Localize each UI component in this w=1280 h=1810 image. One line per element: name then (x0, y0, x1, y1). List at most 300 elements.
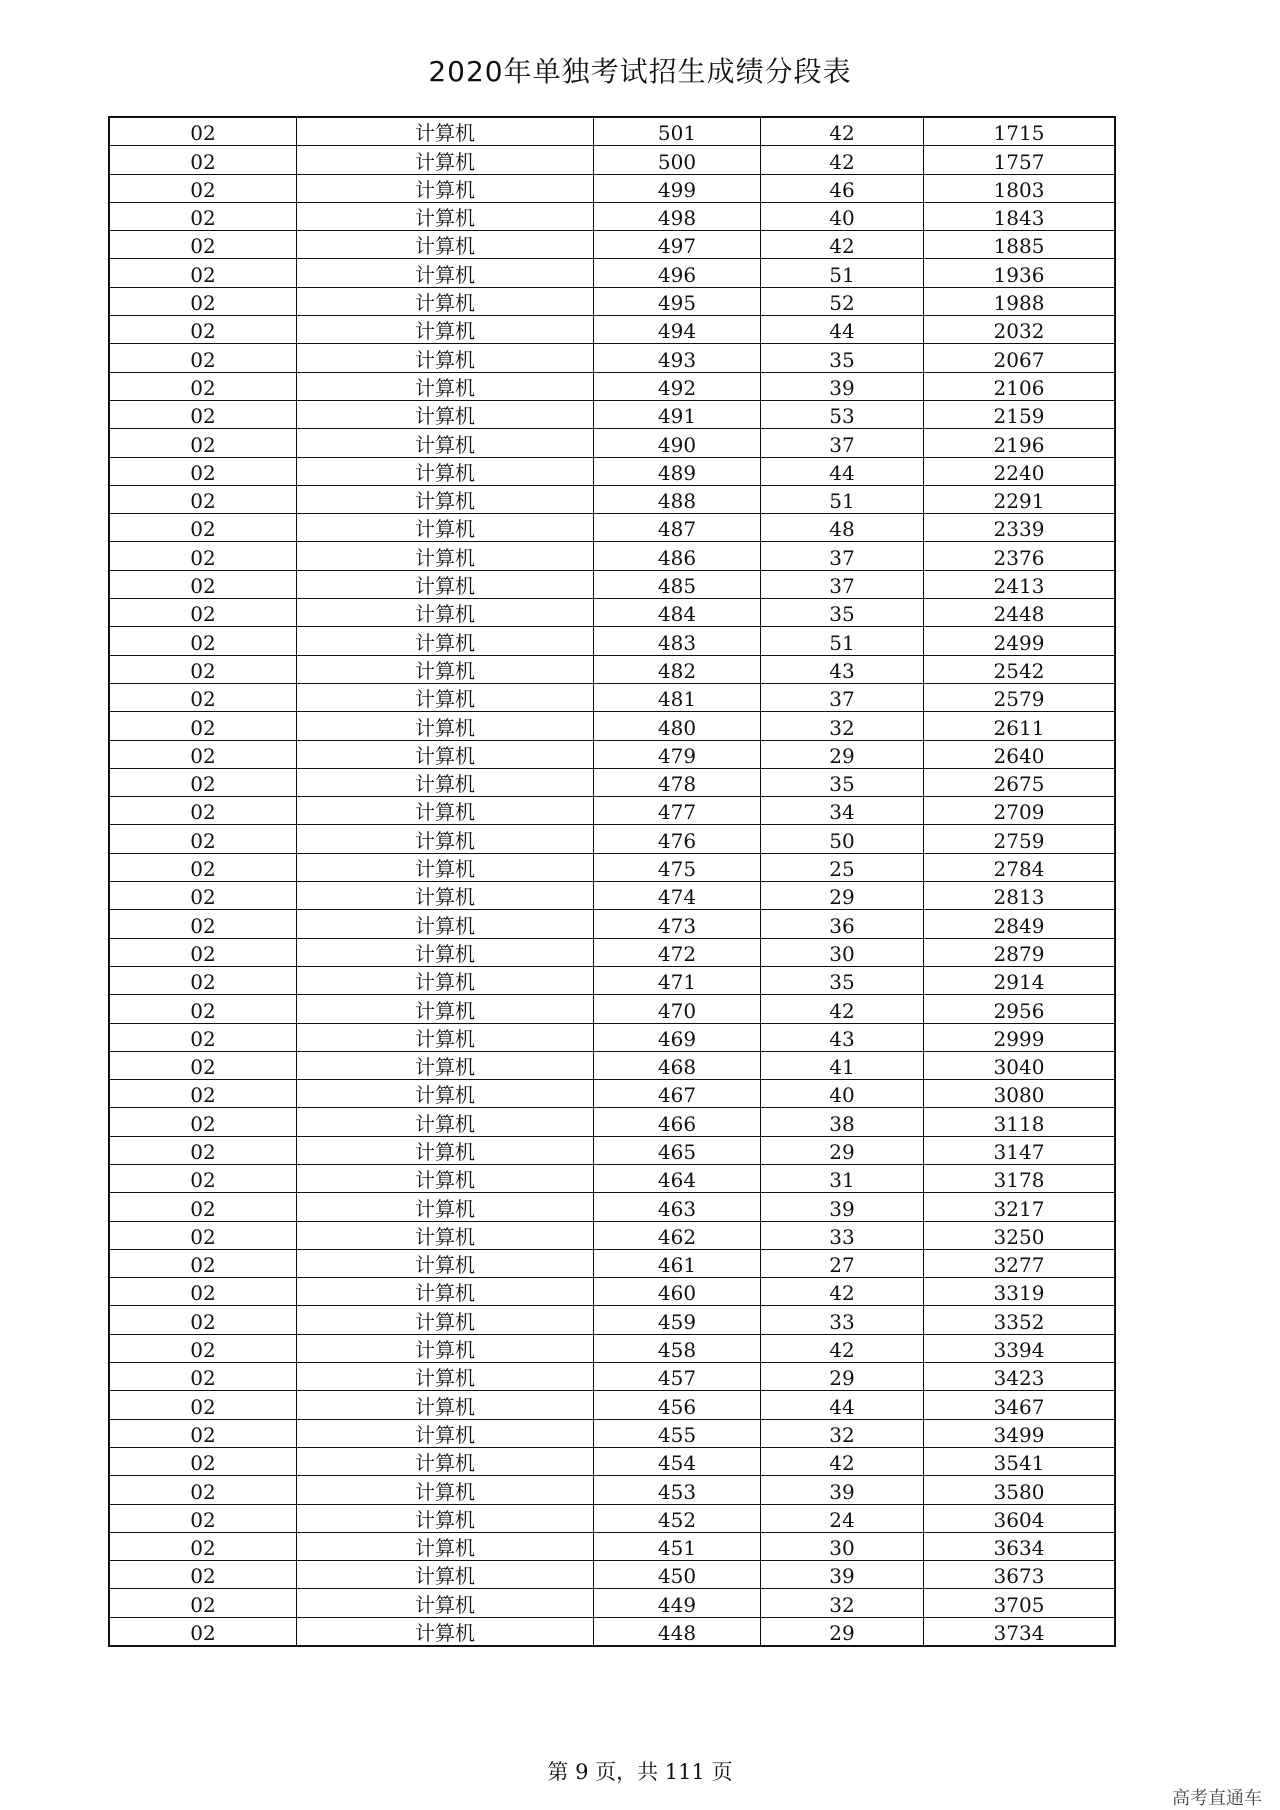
score-cell: 450 (594, 1561, 761, 1589)
score-cell: 456 (594, 1391, 761, 1419)
category-code-cell: 02 (109, 712, 297, 740)
subject-cell: 计算机 (297, 1051, 594, 1079)
table-row (109, 1306, 1115, 1334)
count-cell: 37 (761, 683, 924, 711)
category-code-cell: 02 (109, 1249, 297, 1277)
count-cell: 42 (761, 1447, 924, 1475)
subject-cell: 计算机 (297, 599, 594, 627)
cumulative-cell: 3250 (924, 1221, 1116, 1249)
category-code-cell: 02 (109, 938, 297, 966)
score-cell: 494 (594, 316, 761, 344)
score-cell: 499 (594, 174, 761, 202)
table-row (109, 1136, 1115, 1164)
cumulative-cell: 3467 (924, 1391, 1116, 1419)
score-cell: 462 (594, 1221, 761, 1249)
score-cell: 479 (594, 740, 761, 768)
cumulative-cell: 2499 (924, 627, 1116, 655)
category-code-cell: 02 (109, 1193, 297, 1221)
score-cell: 482 (594, 655, 761, 683)
count-cell: 25 (761, 853, 924, 881)
score-cell: 476 (594, 825, 761, 853)
page-footer: 第 9 页，共 111 页 (547, 1760, 733, 1784)
score-cell: 488 (594, 485, 761, 513)
score-cell: 491 (594, 400, 761, 428)
category-code-cell: 02 (109, 853, 297, 881)
score-cell: 455 (594, 1419, 761, 1447)
score-cell: 474 (594, 882, 761, 910)
subject-cell: 计算机 (297, 966, 594, 994)
table-row (109, 910, 1115, 938)
score-cell: 478 (594, 768, 761, 796)
count-cell: 44 (761, 316, 924, 344)
table-row (109, 1617, 1115, 1646)
cumulative-cell: 3673 (924, 1561, 1116, 1589)
count-cell: 37 (761, 429, 924, 457)
score-cell: 465 (594, 1136, 761, 1164)
table-row (109, 316, 1115, 344)
count-cell: 31 (761, 1164, 924, 1192)
category-code-cell: 02 (109, 457, 297, 485)
count-cell: 42 (761, 1334, 924, 1362)
table-row (109, 1476, 1115, 1504)
table-row (109, 231, 1115, 259)
category-code-cell: 02 (109, 995, 297, 1023)
table-row (109, 683, 1115, 711)
count-cell: 51 (761, 627, 924, 655)
category-code-cell: 02 (109, 1504, 297, 1532)
page-title: 2020年单独考试招生成绩分段表 (428, 55, 852, 88)
category-code-cell: 02 (109, 882, 297, 910)
count-cell: 42 (761, 1278, 924, 1306)
subject-cell: 计算机 (297, 316, 594, 344)
table-row (109, 599, 1115, 627)
score-cell: 498 (594, 202, 761, 230)
cumulative-cell: 2784 (924, 853, 1116, 881)
cumulative-cell: 2709 (924, 797, 1116, 825)
count-cell: 50 (761, 825, 924, 853)
table-row (109, 627, 1115, 655)
category-code-cell: 02 (109, 1532, 297, 1560)
category-code-cell: 02 (109, 146, 297, 174)
cumulative-cell: 2067 (924, 344, 1116, 372)
table-row (109, 542, 1115, 570)
count-cell: 35 (761, 344, 924, 372)
watermark: 高考直通车 (1172, 1788, 1262, 1809)
cumulative-cell: 3423 (924, 1363, 1116, 1391)
score-cell: 483 (594, 627, 761, 655)
score-cell: 464 (594, 1164, 761, 1192)
subject-cell: 计算机 (297, 1221, 594, 1249)
table-row (109, 344, 1115, 372)
subject-cell: 计算机 (297, 231, 594, 259)
category-code-cell: 02 (109, 117, 297, 146)
cumulative-cell: 2542 (924, 655, 1116, 683)
subject-cell: 计算机 (297, 202, 594, 230)
table-row (109, 1080, 1115, 1108)
category-code-cell: 02 (109, 1306, 297, 1334)
cumulative-cell: 2240 (924, 457, 1116, 485)
table-row (109, 966, 1115, 994)
count-cell: 29 (761, 1136, 924, 1164)
score-cell: 466 (594, 1108, 761, 1136)
category-code-cell: 02 (109, 797, 297, 825)
category-code-cell: 02 (109, 966, 297, 994)
table-row (109, 1051, 1115, 1079)
score-cell: 496 (594, 259, 761, 287)
subject-cell: 计算机 (297, 1136, 594, 1164)
table-row (109, 1447, 1115, 1475)
count-cell: 33 (761, 1306, 924, 1334)
table-row (109, 400, 1115, 428)
count-cell: 48 (761, 514, 924, 542)
subject-cell: 计算机 (297, 1532, 594, 1560)
table-row (109, 1108, 1115, 1136)
score-distribution-table (108, 116, 1116, 1647)
subject-cell: 计算机 (297, 910, 594, 938)
table-row (109, 570, 1115, 598)
cumulative-cell: 2956 (924, 995, 1116, 1023)
cumulative-cell: 3277 (924, 1249, 1116, 1277)
count-cell: 33 (761, 1221, 924, 1249)
table-row (109, 514, 1115, 542)
category-code-cell: 02 (109, 372, 297, 400)
subject-cell: 计算机 (297, 146, 594, 174)
table-row (109, 882, 1115, 910)
subject-cell: 计算机 (297, 1476, 594, 1504)
score-cell: 497 (594, 231, 761, 259)
score-cell: 487 (594, 514, 761, 542)
score-cell: 470 (594, 995, 761, 1023)
subject-cell: 计算机 (297, 882, 594, 910)
count-cell: 29 (761, 1617, 924, 1646)
category-code-cell: 02 (109, 1391, 297, 1419)
table-row (109, 712, 1115, 740)
cumulative-cell: 3217 (924, 1193, 1116, 1221)
category-code-cell: 02 (109, 1363, 297, 1391)
category-code-cell: 02 (109, 1108, 297, 1136)
category-code-cell: 02 (109, 627, 297, 655)
subject-cell: 计算机 (297, 1249, 594, 1277)
cumulative-cell: 2159 (924, 400, 1116, 428)
category-code-cell: 02 (109, 259, 297, 287)
table-row (109, 457, 1115, 485)
table-row (109, 1023, 1115, 1051)
subject-cell: 计算机 (297, 1447, 594, 1475)
count-cell: 42 (761, 146, 924, 174)
cumulative-cell: 2759 (924, 825, 1116, 853)
score-cell: 452 (594, 1504, 761, 1532)
category-code-cell: 02 (109, 910, 297, 938)
subject-cell: 计算机 (297, 995, 594, 1023)
score-cell: 492 (594, 372, 761, 400)
score-cell: 469 (594, 1023, 761, 1051)
score-cell: 471 (594, 966, 761, 994)
score-cell: 461 (594, 1249, 761, 1277)
cumulative-cell: 2879 (924, 938, 1116, 966)
cumulative-cell: 2675 (924, 768, 1116, 796)
score-cell: 467 (594, 1080, 761, 1108)
cumulative-cell: 3319 (924, 1278, 1116, 1306)
score-cell: 481 (594, 683, 761, 711)
table-row (109, 1391, 1115, 1419)
category-code-cell: 02 (109, 231, 297, 259)
subject-cell: 计算机 (297, 1080, 594, 1108)
score-cell: 448 (594, 1617, 761, 1646)
table-row (109, 938, 1115, 966)
count-cell: 35 (761, 768, 924, 796)
subject-cell: 计算机 (297, 797, 594, 825)
subject-cell: 计算机 (297, 1306, 594, 1334)
count-cell: 30 (761, 938, 924, 966)
table-row (109, 287, 1115, 315)
count-cell: 46 (761, 174, 924, 202)
score-cell: 454 (594, 1447, 761, 1475)
category-code-cell: 02 (109, 599, 297, 627)
subject-cell: 计算机 (297, 1334, 594, 1362)
cumulative-cell: 2032 (924, 316, 1116, 344)
subject-cell: 计算机 (297, 1278, 594, 1306)
table-row (109, 1221, 1115, 1249)
table-row (109, 1164, 1115, 1192)
count-cell: 44 (761, 1391, 924, 1419)
subject-cell: 计算机 (297, 1391, 594, 1419)
count-cell: 37 (761, 542, 924, 570)
subject-cell: 计算机 (297, 1023, 594, 1051)
cumulative-cell: 2196 (924, 429, 1116, 457)
subject-cell: 计算机 (297, 1617, 594, 1646)
score-cell: 457 (594, 1363, 761, 1391)
category-code-cell: 02 (109, 344, 297, 372)
table-row (109, 995, 1115, 1023)
score-cell: 449 (594, 1589, 761, 1617)
category-code-cell: 02 (109, 1023, 297, 1051)
count-cell: 43 (761, 655, 924, 683)
count-cell: 32 (761, 712, 924, 740)
count-cell: 30 (761, 1532, 924, 1560)
cumulative-cell: 1843 (924, 202, 1116, 230)
score-cell: 501 (594, 117, 761, 146)
subject-cell: 计算机 (297, 344, 594, 372)
subject-cell: 计算机 (297, 1504, 594, 1532)
cumulative-cell: 2106 (924, 372, 1116, 400)
cumulative-cell: 1757 (924, 146, 1116, 174)
subject-cell: 计算机 (297, 1419, 594, 1447)
category-code-cell: 02 (109, 1617, 297, 1646)
table-row (109, 146, 1115, 174)
cumulative-cell: 2999 (924, 1023, 1116, 1051)
subject-cell: 计算机 (297, 485, 594, 513)
count-cell: 39 (761, 1193, 924, 1221)
count-cell: 36 (761, 910, 924, 938)
cumulative-cell: 2448 (924, 599, 1116, 627)
count-cell: 51 (761, 259, 924, 287)
subject-cell: 计算机 (297, 1363, 594, 1391)
cumulative-cell: 3705 (924, 1589, 1116, 1617)
table-row (109, 825, 1115, 853)
subject-cell: 计算机 (297, 570, 594, 598)
count-cell: 32 (761, 1589, 924, 1617)
subject-cell: 计算机 (297, 1589, 594, 1617)
cumulative-cell: 1715 (924, 117, 1116, 146)
cumulative-cell: 1936 (924, 259, 1116, 287)
count-cell: 42 (761, 231, 924, 259)
score-cell: 473 (594, 910, 761, 938)
subject-cell: 计算机 (297, 1561, 594, 1589)
category-code-cell: 02 (109, 1278, 297, 1306)
cumulative-cell: 3604 (924, 1504, 1116, 1532)
subject-cell: 计算机 (297, 117, 594, 146)
table-row (109, 1532, 1115, 1560)
table-row (109, 372, 1115, 400)
cumulative-cell: 2914 (924, 966, 1116, 994)
cumulative-cell: 2579 (924, 683, 1116, 711)
table-row (109, 1249, 1115, 1277)
subject-cell: 计算机 (297, 457, 594, 485)
cumulative-cell: 2849 (924, 910, 1116, 938)
count-cell: 35 (761, 599, 924, 627)
subject-cell: 计算机 (297, 400, 594, 428)
score-cell: 460 (594, 1278, 761, 1306)
category-code-cell: 02 (109, 400, 297, 428)
count-cell: 42 (761, 117, 924, 146)
cumulative-cell: 3499 (924, 1419, 1116, 1447)
subject-cell: 计算机 (297, 825, 594, 853)
category-code-cell: 02 (109, 1164, 297, 1192)
score-cell: 485 (594, 570, 761, 598)
cumulative-cell: 3634 (924, 1532, 1116, 1560)
subject-cell: 计算机 (297, 627, 594, 655)
category-code-cell: 02 (109, 1080, 297, 1108)
subject-cell: 计算机 (297, 429, 594, 457)
category-code-cell: 02 (109, 825, 297, 853)
category-code-cell: 02 (109, 1589, 297, 1617)
table-row (109, 429, 1115, 457)
category-code-cell: 02 (109, 1419, 297, 1447)
count-cell: 32 (761, 1419, 924, 1447)
table-row (109, 1278, 1115, 1306)
category-code-cell: 02 (109, 1136, 297, 1164)
table-row (109, 1363, 1115, 1391)
count-cell: 52 (761, 287, 924, 315)
table-row (109, 117, 1115, 146)
cumulative-cell: 3352 (924, 1306, 1116, 1334)
category-code-cell: 02 (109, 683, 297, 711)
score-cell: 477 (594, 797, 761, 825)
count-cell: 43 (761, 1023, 924, 1051)
count-cell: 39 (761, 372, 924, 400)
category-code-cell: 02 (109, 768, 297, 796)
table-row (109, 1419, 1115, 1447)
cumulative-cell: 2376 (924, 542, 1116, 570)
score-cell: 484 (594, 599, 761, 627)
table-row (109, 655, 1115, 683)
cumulative-cell: 3178 (924, 1164, 1116, 1192)
cumulative-cell: 1803 (924, 174, 1116, 202)
cumulative-cell: 2291 (924, 485, 1116, 513)
subject-cell: 计算机 (297, 655, 594, 683)
category-code-cell: 02 (109, 740, 297, 768)
count-cell: 35 (761, 966, 924, 994)
subject-cell: 计算机 (297, 174, 594, 202)
score-cell: 490 (594, 429, 761, 457)
category-code-cell: 02 (109, 1447, 297, 1475)
subject-cell: 计算机 (297, 259, 594, 287)
category-code-cell: 02 (109, 1476, 297, 1504)
subject-cell: 计算机 (297, 1108, 594, 1136)
table-row (109, 1561, 1115, 1589)
subject-cell: 计算机 (297, 768, 594, 796)
score-cell: 500 (594, 146, 761, 174)
cumulative-cell: 2611 (924, 712, 1116, 740)
count-cell: 34 (761, 797, 924, 825)
subject-cell: 计算机 (297, 372, 594, 400)
table-row (109, 853, 1115, 881)
cumulative-cell: 3118 (924, 1108, 1116, 1136)
count-cell: 39 (761, 1476, 924, 1504)
score-cell: 495 (594, 287, 761, 315)
table-row (109, 259, 1115, 287)
category-code-cell: 02 (109, 514, 297, 542)
category-code-cell: 02 (109, 429, 297, 457)
category-code-cell: 02 (109, 316, 297, 344)
category-code-cell: 02 (109, 485, 297, 513)
score-cell: 463 (594, 1193, 761, 1221)
count-cell: 27 (761, 1249, 924, 1277)
count-cell: 40 (761, 1080, 924, 1108)
count-cell: 53 (761, 400, 924, 428)
subject-cell: 计算机 (297, 740, 594, 768)
category-code-cell: 02 (109, 1221, 297, 1249)
category-code-cell: 02 (109, 655, 297, 683)
count-cell: 29 (761, 1363, 924, 1391)
subject-cell: 计算机 (297, 1193, 594, 1221)
count-cell: 29 (761, 740, 924, 768)
count-cell: 51 (761, 485, 924, 513)
subject-cell: 计算机 (297, 683, 594, 711)
category-code-cell: 02 (109, 542, 297, 570)
score-cell: 493 (594, 344, 761, 372)
score-cell: 480 (594, 712, 761, 740)
table-row (109, 202, 1115, 230)
count-cell: 44 (761, 457, 924, 485)
count-cell: 40 (761, 202, 924, 230)
count-cell: 29 (761, 882, 924, 910)
score-cell: 451 (594, 1532, 761, 1560)
table-row (109, 740, 1115, 768)
cumulative-cell: 2339 (924, 514, 1116, 542)
count-cell: 38 (761, 1108, 924, 1136)
subject-cell: 计算机 (297, 542, 594, 570)
table-row (109, 174, 1115, 202)
count-cell: 39 (761, 1561, 924, 1589)
category-code-cell: 02 (109, 1561, 297, 1589)
cumulative-cell: 3394 (924, 1334, 1116, 1362)
subject-cell: 计算机 (297, 853, 594, 881)
subject-cell: 计算机 (297, 938, 594, 966)
category-code-cell: 02 (109, 1051, 297, 1079)
cumulative-cell: 2413 (924, 570, 1116, 598)
score-cell: 468 (594, 1051, 761, 1079)
cumulative-cell: 3040 (924, 1051, 1116, 1079)
table-row (109, 1589, 1115, 1617)
subject-cell: 计算机 (297, 514, 594, 542)
count-cell: 41 (761, 1051, 924, 1079)
subject-cell: 计算机 (297, 712, 594, 740)
cumulative-cell: 3580 (924, 1476, 1116, 1504)
cumulative-cell: 3734 (924, 1617, 1116, 1646)
subject-cell: 计算机 (297, 1164, 594, 1192)
table-row (109, 485, 1115, 513)
